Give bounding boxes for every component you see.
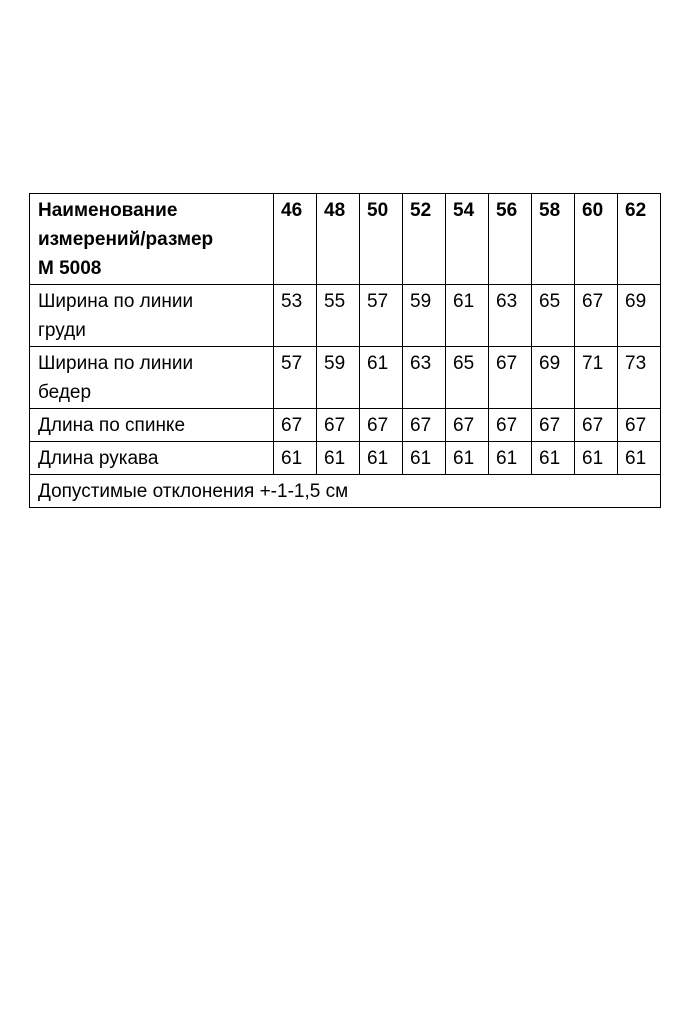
value-cell: 53 [274,285,317,347]
value-cell: 67 [274,409,317,442]
table-row [30,409,661,442]
value-cell: 67 [575,409,618,442]
value-cell: 67 [489,347,532,409]
table-row [30,285,661,347]
header-label-line: измерений/размер [38,229,214,250]
value-cell: 73 [618,347,661,409]
table-row [30,347,661,409]
row-label-cell [30,285,274,347]
row-label-cell [30,442,274,475]
tolerance-note: Допустимые отклонения +-1-1,5 см [30,475,661,508]
value-cell: 69 [532,347,575,409]
value-cell: 61 [403,442,446,475]
size-header-cell: 48 [317,194,360,285]
row-label-line: Длина по спинке [38,415,186,436]
size-header-cell: 62 [618,194,661,285]
size-header-cell: 54 [446,194,489,285]
value-cell: 69 [618,285,661,347]
value-cell: 67 [489,409,532,442]
header-label-cell [30,194,274,285]
value-cell: 61 [618,442,661,475]
value-cell: 71 [575,347,618,409]
size-header-cell: 56 [489,194,532,285]
value-cell: 61 [446,442,489,475]
value-cell: 61 [446,285,489,347]
row-label-line: груди [38,320,86,341]
value-cell: 57 [360,285,403,347]
table-row [30,442,661,475]
value-cell: 67 [403,409,446,442]
value-cell: 67 [575,285,618,347]
size-header-cell: 50 [360,194,403,285]
size-header-cell: 46 [274,194,317,285]
value-cell: 67 [532,409,575,442]
value-cell: 59 [317,347,360,409]
value-cell: 61 [274,442,317,475]
footnote-row [30,475,661,508]
value-cell: 59 [403,285,446,347]
size-table [29,193,661,508]
value-cell: 67 [618,409,661,442]
value-cell: 61 [317,442,360,475]
header-label-line: Наименование [38,200,178,221]
table-header-row [30,194,661,285]
row-label-cell [30,347,274,409]
size-header-cell: 60 [575,194,618,285]
value-cell: 61 [575,442,618,475]
value-cell: 65 [532,285,575,347]
value-cell: 61 [489,442,532,475]
value-cell: 61 [360,347,403,409]
value-cell: 55 [317,285,360,347]
row-label-line: Ширина по линии [38,291,194,312]
value-cell: 63 [489,285,532,347]
value-cell: 67 [317,409,360,442]
size-header-cell: 52 [403,194,446,285]
row-label-line: бедер [38,382,92,403]
size-header-cell: 58 [532,194,575,285]
value-cell: 67 [446,409,489,442]
value-cell: 61 [360,442,403,475]
value-cell: 65 [446,347,489,409]
value-cell: 67 [360,409,403,442]
header-label-line: М 5008 [38,258,102,279]
row-label-cell [30,409,274,442]
value-cell: 57 [274,347,317,409]
value-cell: 61 [532,442,575,475]
value-cell: 63 [403,347,446,409]
row-label-line: Длина рукава [38,448,159,469]
row-label-line: Ширина по линии [38,353,194,374]
